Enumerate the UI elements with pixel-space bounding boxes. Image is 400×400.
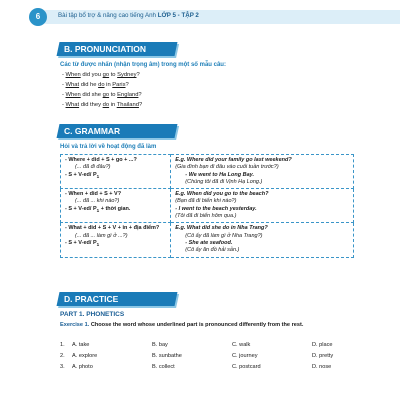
question-row bbox=[60, 342, 356, 350]
option-b[interactable]: B. bay bbox=[152, 342, 168, 348]
pronunciation-item: - When did you go to Sydney? bbox=[62, 72, 140, 78]
page-header bbox=[0, 8, 400, 26]
question-row bbox=[60, 353, 356, 361]
grammar-row bbox=[61, 155, 354, 189]
section-banner-pronunciation: B. PRONUNCIATION bbox=[57, 42, 178, 56]
pronunciation-item: - When did she go to England? bbox=[62, 92, 142, 98]
book-title: Bài tập bổ trợ & nâng cao tiếng Anh bbox=[58, 12, 156, 19]
question-number: 2. bbox=[60, 353, 65, 359]
option-a[interactable]: A. explore bbox=[72, 353, 98, 359]
option-a[interactable]: A. take bbox=[72, 342, 90, 348]
pronunciation-instruction: Các từ được nhấn (nhận trọng âm) trong một số mẫu câu: bbox=[60, 62, 226, 68]
option-b[interactable]: B. sunbathe bbox=[152, 353, 182, 359]
option-c[interactable]: C. walk bbox=[232, 342, 251, 348]
grammar-example: E.g. Where did your family go last weekend? (Gia đình bạn đi đâu vào cuối tuần trước?) - We went to Ha Long Bay. (Chúng tôi đã đi Vịnh Hạ Long.) bbox=[171, 155, 354, 189]
section-banner-practice: D. PRACTICE bbox=[57, 292, 178, 306]
header-title bbox=[58, 12, 199, 19]
grammar-row bbox=[61, 189, 354, 223]
pronunciation-item: - What did they do in Thailand? bbox=[62, 102, 143, 108]
grammar-example: E.g. What did she do in Nha Trang? (Cô ấy đã làm gì ở Nha Trang?) - She ate seafood. (Cô ấy ăn đồ hải sản.) bbox=[171, 223, 354, 257]
grammar-row bbox=[61, 223, 354, 257]
option-d[interactable]: D. place bbox=[312, 342, 333, 348]
option-d[interactable]: D. pretty bbox=[312, 353, 334, 359]
option-a[interactable]: A. photo bbox=[72, 364, 93, 370]
question-number: 3. bbox=[60, 364, 65, 370]
pronunciation-item: - What did he do in Paris? bbox=[62, 82, 129, 88]
section-banner-grammar: C. GRAMMAR bbox=[57, 124, 178, 138]
option-c[interactable]: C. postcard bbox=[232, 364, 261, 370]
option-b[interactable]: B. collect bbox=[152, 364, 175, 370]
question-row bbox=[60, 364, 356, 372]
grammar-structure: - What + did + S + V + in + địa điểm? (... đã ... làm gì ở ...?) - S + V-ed/ $P_1$ bbox=[61, 223, 171, 257]
book-grade: LỚP 5 - TẬP 2 bbox=[157, 12, 199, 19]
exercise-label: Exercise 1. bbox=[60, 322, 90, 328]
grammar-structure: - Where + did + S + go + ...? (... đã đi đâu?) - S + V-ed/ $P_1$ bbox=[61, 155, 171, 189]
grammar-structure: - When + did + S + V? (... đã ... khi nào?) - S + V-ed/ $P_1$ + thời gian. bbox=[61, 189, 171, 223]
page-number: 6 bbox=[29, 8, 47, 26]
grammar-table bbox=[60, 154, 354, 258]
grammar-subtitle: Hỏi và trả lời về hoạt động đã làm bbox=[60, 144, 157, 150]
option-c[interactable]: C. journey bbox=[232, 353, 258, 359]
question-number: 1. bbox=[60, 342, 65, 348]
exercise-instruction bbox=[60, 322, 356, 330]
grammar-example: E.g. When did you go to the beach? (Bạn đã đi biển khi nào?) - I went to the beach yesterday. (Tôi đã đi biển hôm qua.) bbox=[171, 189, 354, 223]
exercise-text: Choose the word whose underlined part is pronounced differently from the rest. bbox=[90, 322, 304, 328]
option-d[interactable]: D. nose bbox=[312, 364, 332, 370]
part-heading: PART 1. PHONETICS bbox=[60, 311, 125, 318]
